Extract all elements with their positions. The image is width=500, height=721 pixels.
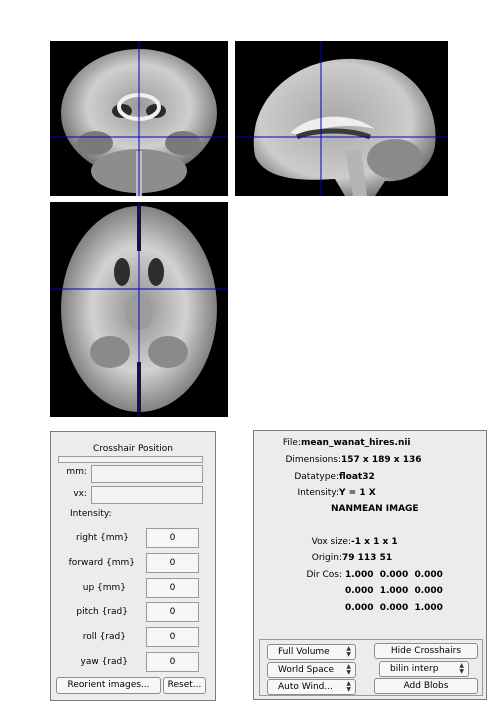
dircos-label: Dir Cos:	[306, 570, 342, 580]
coronal-brain-image	[50, 41, 228, 196]
voxsize-value: -1 x 1 x 1	[351, 537, 398, 547]
yaw-rad-input[interactable]: 0	[146, 652, 199, 672]
mm-label: mm:	[66, 467, 87, 477]
forward-mm-label: forward {mm}	[68, 558, 135, 568]
voxsize-label: Vox size:	[311, 537, 351, 547]
select-arrows-icon: ▲ ▼	[459, 662, 464, 675]
datatype-label: Datatype:	[294, 472, 339, 482]
world-space-select[interactable]	[267, 662, 356, 678]
origin-label: Origin:	[311, 553, 342, 563]
file-label: File:	[282, 438, 301, 448]
interp-label: bilin interp	[390, 664, 439, 674]
select-arrows-icon: ▲ ▼	[346, 663, 351, 676]
add-blobs-button[interactable]: Add Blobs	[374, 678, 478, 694]
file-value: mean_wanat_hires.nii	[301, 438, 411, 448]
dircos-row-1: 1.000 0.000 0.000	[345, 570, 443, 580]
forward-mm-input[interactable]: 0	[146, 553, 199, 573]
description-text: NANMEAN IMAGE	[331, 504, 419, 514]
reorient-images-button[interactable]: Reorient images...	[56, 677, 161, 694]
datatype-value: float32	[339, 472, 375, 482]
vx-field[interactable]	[91, 486, 203, 504]
origin-value: 79 113 51	[342, 553, 393, 563]
select-arrows-icon: ▲ ▼	[346, 680, 351, 693]
select-arrows-icon: ▲ ▼	[346, 645, 351, 658]
dircos-row-2: 0.000 1.000 0.000	[345, 586, 443, 596]
right-mm-label: right {mm}	[76, 533, 129, 543]
sagittal-brain-image	[235, 41, 448, 196]
pitch-rad-label: pitch {rad}	[76, 607, 128, 617]
dircos-row-3: 0.000 0.000 1.000	[345, 603, 443, 613]
coronal-view[interactable]	[50, 41, 228, 196]
full-volume-select[interactable]	[267, 644, 356, 660]
intensity-label: Intensity:	[70, 509, 112, 519]
mm-field[interactable]	[91, 465, 203, 483]
world-space-label: World Space	[278, 665, 335, 675]
up-mm-input[interactable]: 0	[146, 578, 199, 598]
auto-window-select[interactable]	[267, 679, 356, 695]
yaw-rad-label: yaw {rad}	[80, 657, 128, 667]
intensity-info-label: Intensity:	[297, 488, 339, 498]
up-mm-label: up {mm}	[82, 583, 126, 593]
axial-brain-image	[50, 202, 228, 417]
hide-crosshairs-button[interactable]: Hide Crosshairs	[374, 643, 478, 659]
auto-window-label: Auto Wind...	[278, 682, 333, 692]
pitch-rad-input[interactable]: 0	[146, 602, 199, 622]
dimensions-label: Dimensions:	[285, 455, 341, 465]
interp-select[interactable]	[379, 661, 469, 677]
axial-view[interactable]	[50, 202, 228, 417]
right-mm-input[interactable]: 0	[146, 528, 199, 548]
info-panel	[253, 430, 487, 700]
crosshair-title: Crosshair Position	[93, 444, 173, 454]
full-volume-label: Full Volume	[278, 647, 330, 657]
intensity-info-value: Y = 1 X	[339, 488, 376, 498]
dimensions-value: 157 x 189 x 136	[341, 455, 422, 465]
crosshair-panel	[50, 431, 216, 701]
reset-button[interactable]: Reset...	[163, 677, 206, 694]
roll-rad-input[interactable]: 0	[146, 627, 199, 647]
roll-rad-label: roll {rad}	[82, 632, 126, 642]
vx-label: vx:	[73, 489, 87, 499]
crosshair-slider[interactable]	[58, 456, 203, 463]
sagittal-view[interactable]	[235, 41, 448, 196]
